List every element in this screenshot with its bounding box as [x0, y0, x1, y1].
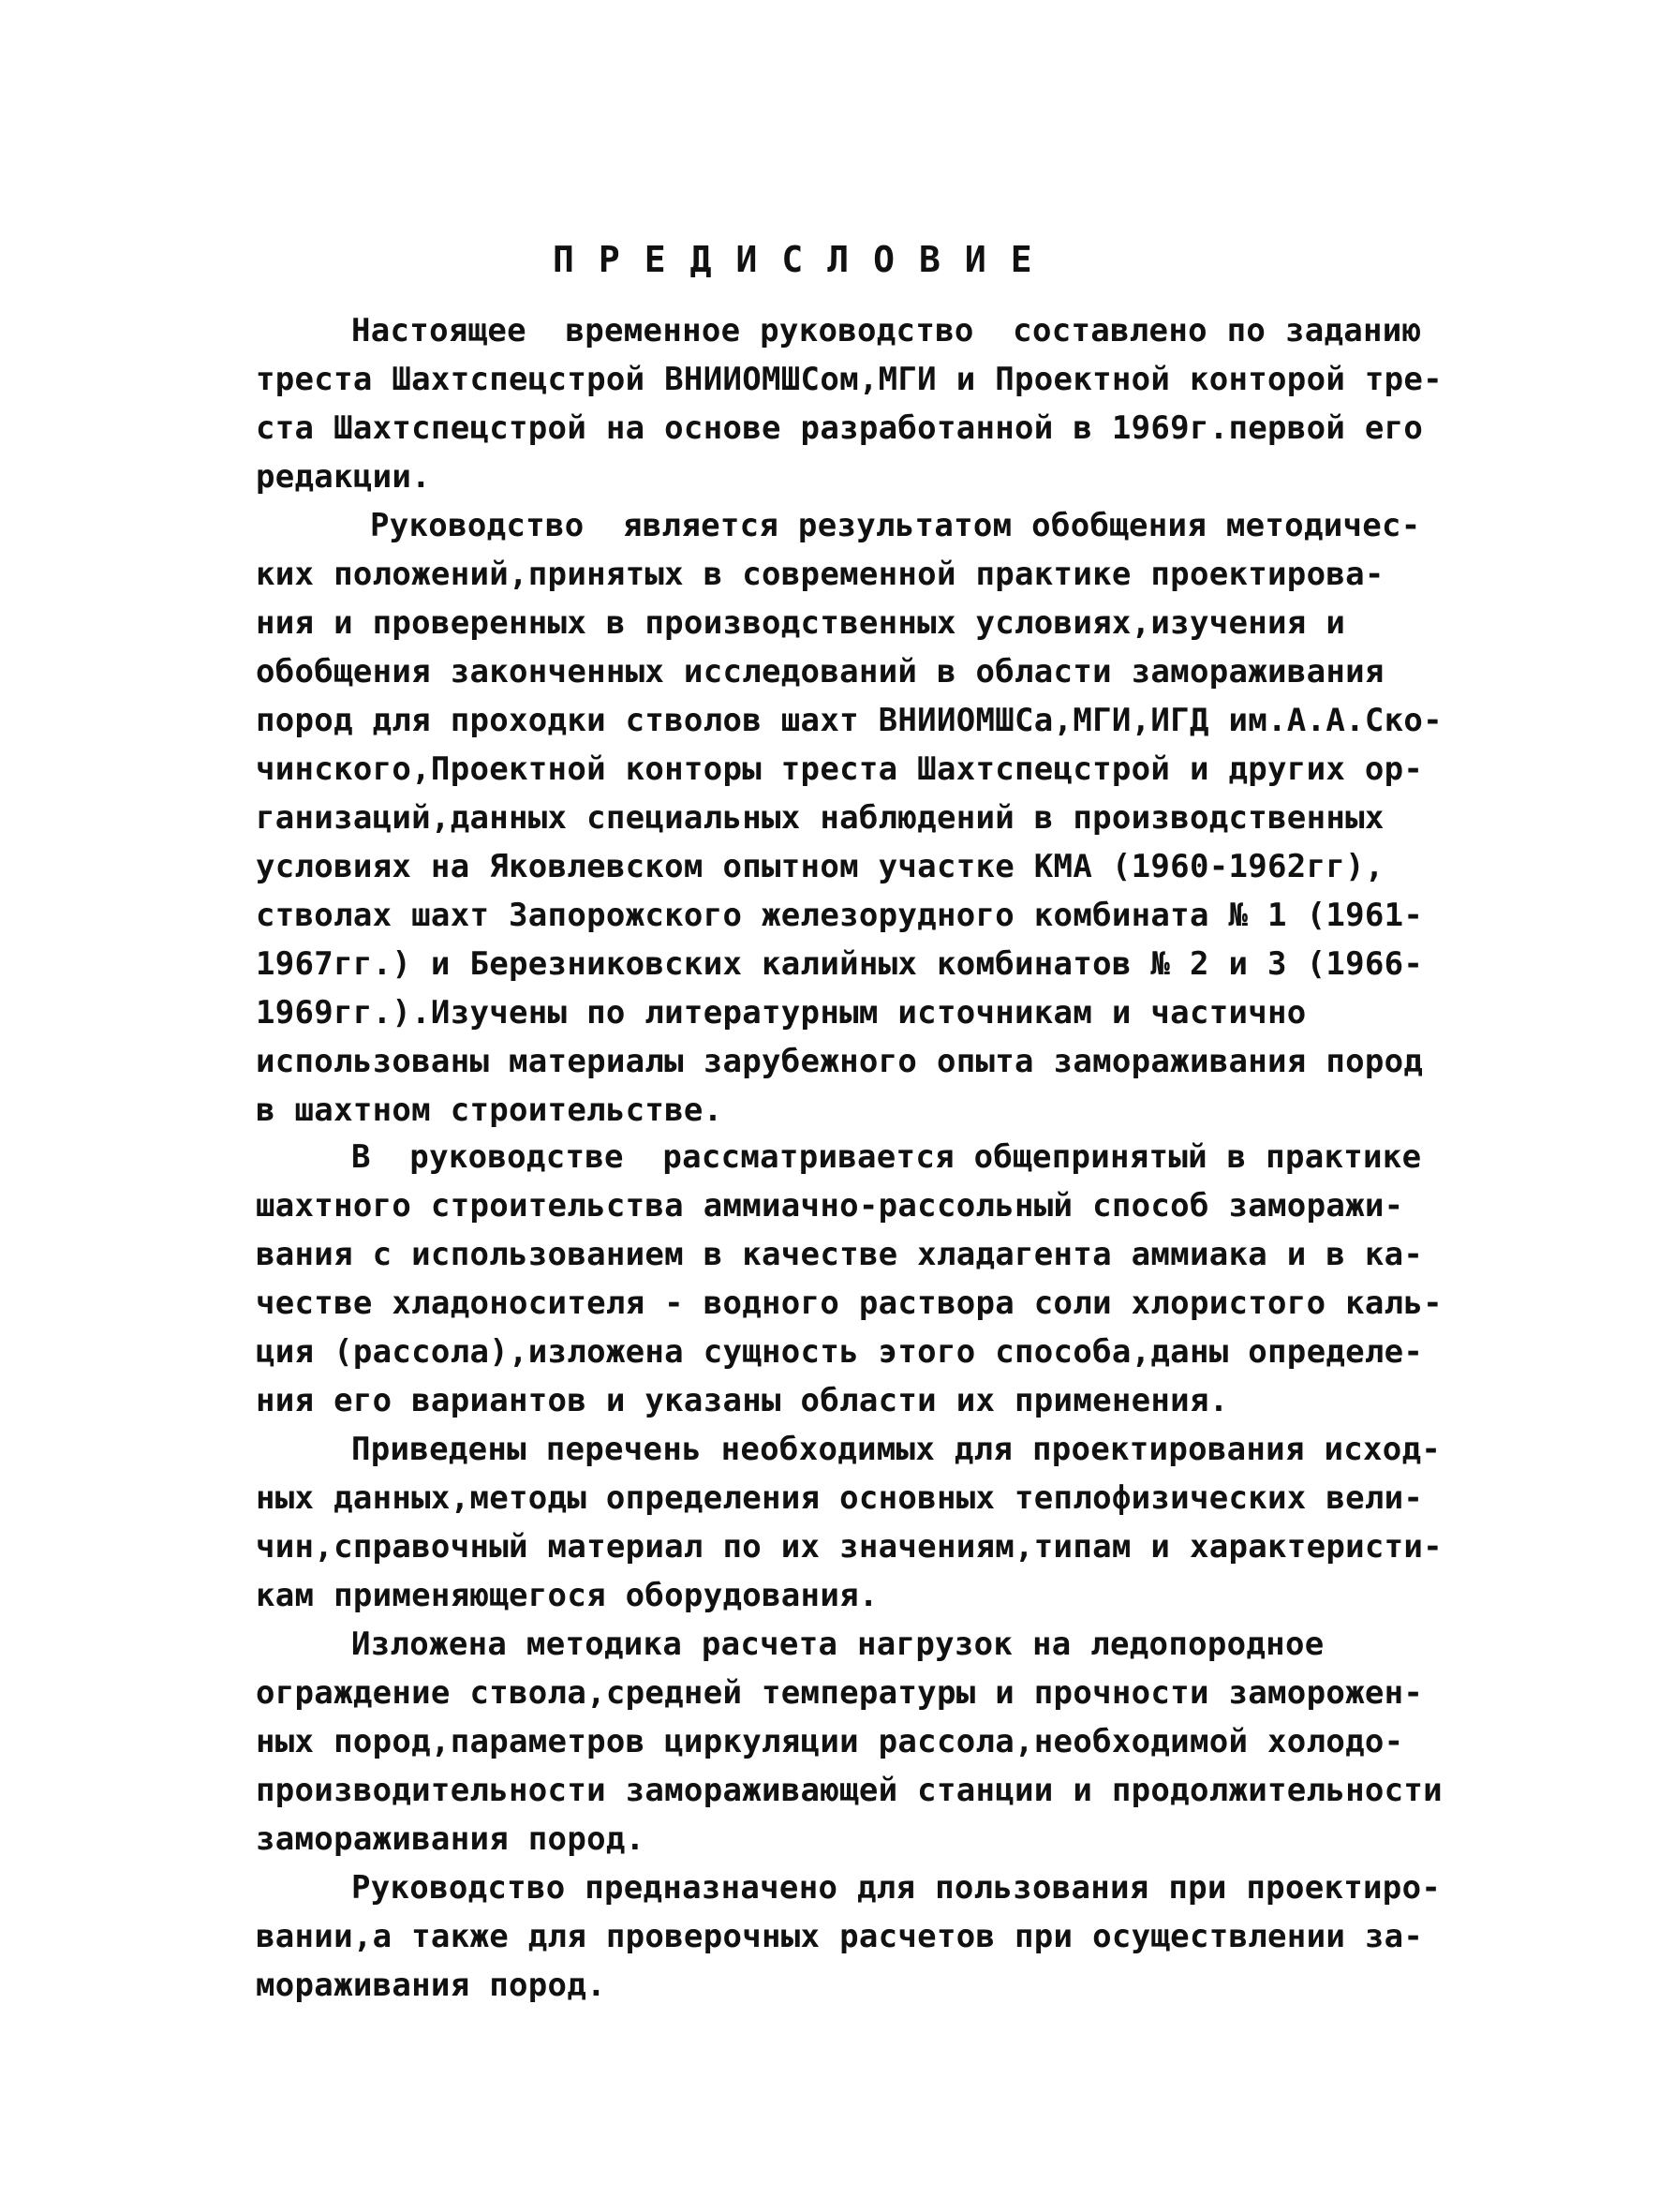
text-line: производительности замораживающей станции и продолжительности [256, 1772, 1443, 1809]
text-line: В руководстве рассматривается общепринятый в практике [351, 1138, 1422, 1176]
text-line: ких положений,принятых в современной практике проектирова- [256, 556, 1385, 593]
text-line: треста Шахтспецстрой ВНИИОМШСом,МГИ и Проектной конторой тре- [256, 361, 1443, 398]
page-title: ПРЕДИСЛОВИЕ [553, 239, 1057, 280]
text-line: ния и проверенных в производственных условиях,изучения и [256, 604, 1346, 642]
text-line: шахтного строительства аммиачно-рассольный способ заморажи- [256, 1187, 1404, 1225]
text-line: Приведены перечень необходимых для проектирования исход- [351, 1431, 1442, 1468]
text-line: кам применяющегося оборудования. [256, 1577, 879, 1614]
text-line: ограждение ствола,средней температуры и прочности заморожен- [256, 1674, 1424, 1712]
text-line: редакции. [256, 458, 431, 496]
text-line: мораживания пород. [256, 1967, 606, 2004]
text-line: вания с использованием в качестве хладагента аммиака и в ка- [256, 1236, 1424, 1273]
text-line: чинского,Проектной конторы треста Шахтспецстрой и других ор- [256, 750, 1424, 788]
text-line: 1969гг.).Изучены по литературным источникам и частично [256, 994, 1307, 1032]
text-line: ста Шахтспецстрой на основе разработанной в 1969г.первой его [256, 409, 1424, 447]
text-line: честве хладоносителя - водного раствора соли хлористого каль- [256, 1284, 1443, 1322]
text-line: условиях на Яковлевском опытном участке КМА (1960-1962гг), [256, 848, 1385, 885]
text-line: Руководство предназначено для пользования при проектиро- [351, 1869, 1442, 1907]
text-line: ния его вариантов и указаны области их применения. [256, 1382, 1229, 1419]
text-line: замораживания пород. [256, 1820, 645, 1858]
text-line: Руководство является результатом обобщения методичес- [370, 507, 1421, 544]
text-line: стволах шахт Запорожского железорудного комбината № 1 (1961- [256, 897, 1424, 934]
text-line: ганизаций,данных специальных наблюдений в производственных [256, 799, 1385, 837]
text-line: пород для проходки стволов шахт ВНИИОМШСа,МГИ,ИГД им.А.А.Ско- [256, 702, 1443, 739]
text-line: обобщения законченных исследований в области замораживания [256, 653, 1385, 690]
text-line: в шахтном строительстве. [256, 1091, 723, 1129]
text-line: Настоящее временное руководство составлено по заданию [351, 312, 1422, 349]
text-line: вании,а также для проверочных расчетов при осуществлении за- [256, 1918, 1424, 1955]
text-line: ных данных,методы определения основных теплофизических вели- [256, 1479, 1424, 1517]
text-line: ция (рассола),изложена сущность этого способа,даны определе- [256, 1333, 1424, 1371]
text-line: использованы материалы зарубежного опыта замораживания пород [256, 1043, 1424, 1080]
text-line: 1967гг.) и Березниковских калийных комбинатов № 2 и 3 (1966- [256, 945, 1424, 983]
text-line: чин,справочный материал по их значениям,типам и характеристи- [256, 1528, 1443, 1566]
text-line: ных пород,параметров циркуляции рассола,необходимой холодо- [256, 1723, 1404, 1760]
text-line: Изложена методика расчета нагрузок на ледопородное [351, 1626, 1325, 1663]
